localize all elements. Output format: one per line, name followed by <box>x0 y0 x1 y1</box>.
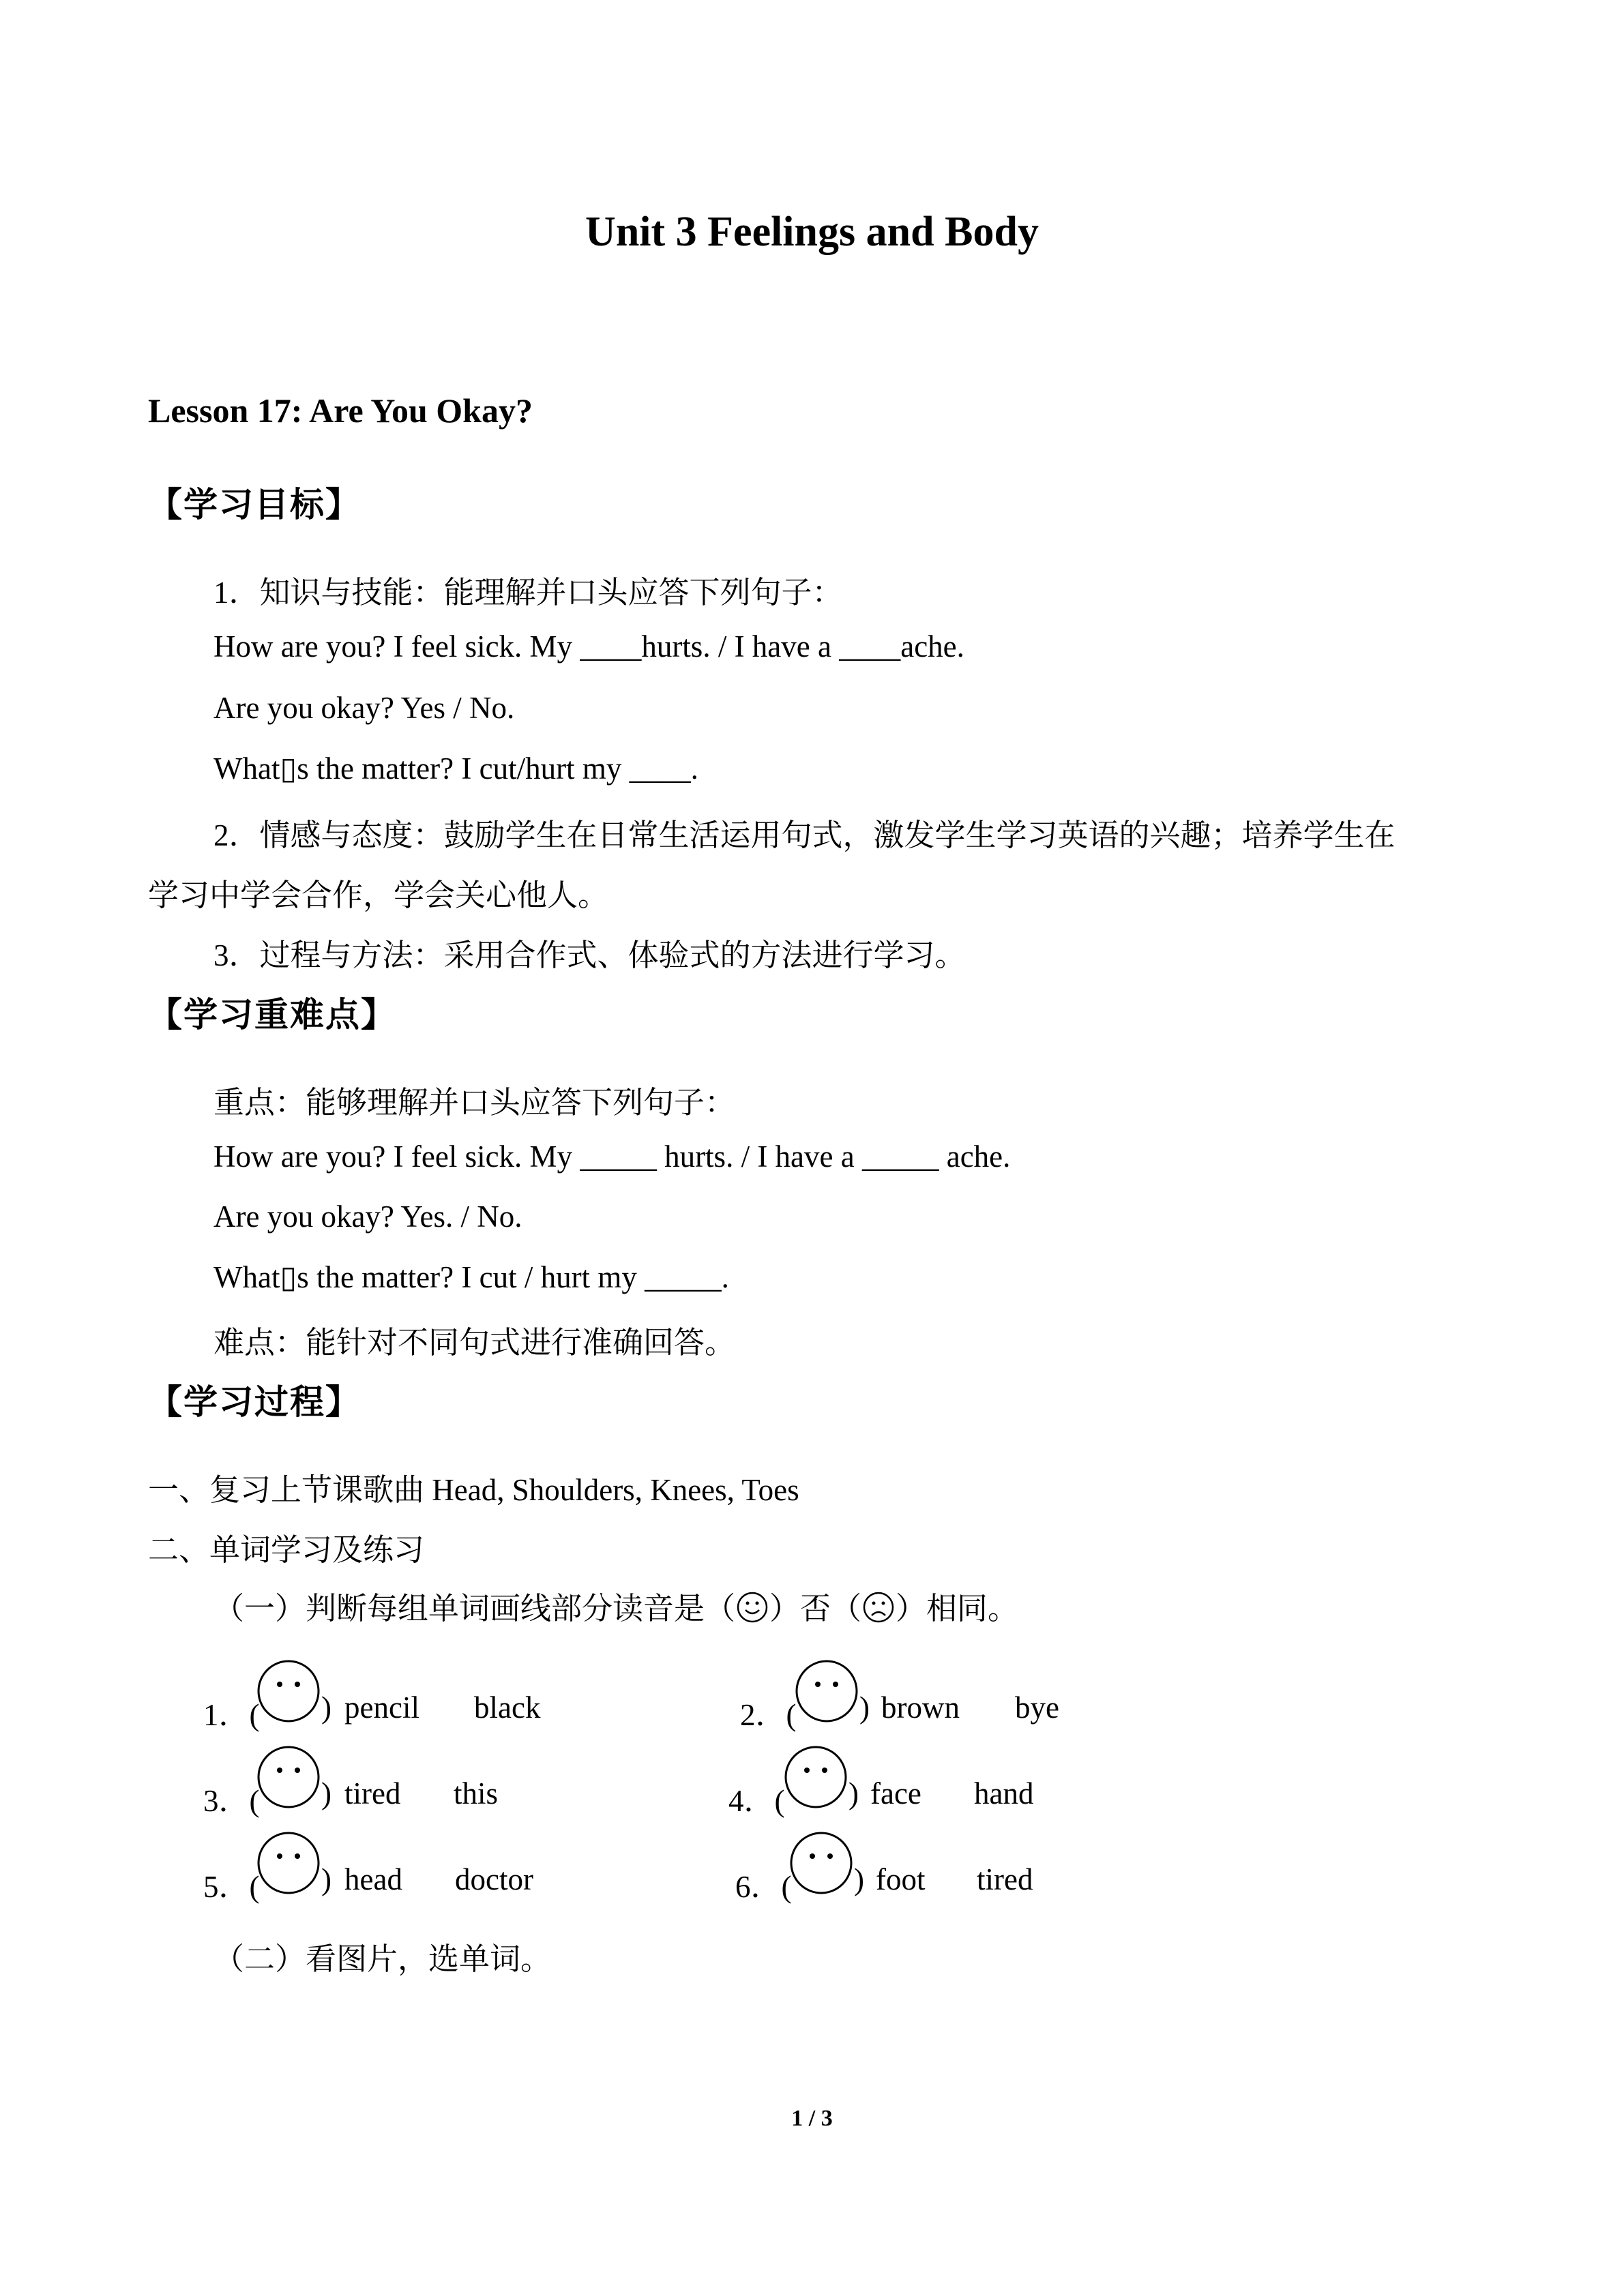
exercise-number: 6．( <box>735 1870 792 1904</box>
blank-face-icon[interactable] <box>254 1657 319 1722</box>
exercise-number: 2．( <box>740 1698 797 1732</box>
exercise-word-1: pencil <box>344 1690 419 1725</box>
smile-face-icon <box>735 1590 769 1624</box>
process-part1 <box>213 1583 1018 1628</box>
exercise-number: 3．( <box>203 1784 260 1818</box>
part1-text-c: ）相同。 <box>896 1592 1019 1626</box>
key-points-sentence2: Are you okay? Yes. / No. <box>213 1199 522 1234</box>
exercise-word-1: tired <box>344 1776 401 1810</box>
exercise-word-2: doctor <box>455 1862 533 1896</box>
goals-sentence3: What▯s the matter? I cut/hurt my ____. <box>213 751 698 786</box>
lesson-heading: Lesson 17: Are You Okay? <box>148 391 533 430</box>
key-points-focus: 重点：能够理解并口头应答下列句子： <box>213 1086 736 1120</box>
key-points-difficulty: 难点：能针对不同句式进行准确回答。 <box>213 1326 736 1360</box>
page-title: Unit 3 Feelings and Body <box>585 209 1039 255</box>
part1-text-a: （一）判断每组单词画线部分读音是（ <box>213 1592 736 1626</box>
exercise-word-2: tired <box>977 1862 1033 1896</box>
part1-text-b: ）否（ <box>769 1592 862 1626</box>
section-key-points: 【学习重难点】 <box>148 996 396 1034</box>
goals-item2-line2: 学习中学会合作，学会关心他人。 <box>148 878 609 912</box>
page-number: 1 / 3 <box>791 2106 833 2131</box>
process-step1: 一、复习上节课歌曲 Head, Shoulders, Knees, Toes <box>148 1473 799 1507</box>
exercise-word-1: brown <box>881 1690 960 1725</box>
exercise-word-2: black <box>474 1690 541 1725</box>
exercise-number: 4．( <box>728 1784 785 1818</box>
key-points-sentence1: How are you? I feel sick. My _____ hurts. / I have a _____ ache. <box>213 1139 1011 1174</box>
exercise-word-1: head <box>344 1862 402 1896</box>
process-part2: （二）看图片，选单词。 <box>213 1942 552 1976</box>
blank-face-icon[interactable] <box>782 1743 846 1808</box>
exercise-close-paren: ) <box>321 1862 331 1896</box>
goals-item3: 3．过程与方法：采用合作式、体验式的方法进行学习。 <box>213 938 966 972</box>
blank-face-icon[interactable] <box>254 1829 319 1894</box>
exercise-word-2: bye <box>1015 1690 1059 1725</box>
goals-item2-line1: 2．情感与态度：鼓励学生在日常生活运用句式，激发学生学习英语的兴趣；培养学生在 <box>213 818 1396 852</box>
goals-sentence1: How are you? I feel sick. My ____hurts. / I have a ____ache. <box>213 629 964 664</box>
key-points-sentence3: What▯s the matter? I cut / hurt my _____. <box>213 1260 729 1294</box>
exercise-word-1: face <box>870 1776 921 1810</box>
exercise-close-paren: ) <box>321 1690 331 1725</box>
exercise-close-paren: ) <box>859 1690 870 1725</box>
process-step2: 二、单词学习及练习 <box>148 1533 425 1567</box>
blank-face-icon[interactable] <box>793 1657 857 1722</box>
goals-sentence2: Are you okay? Yes / No. <box>213 691 515 725</box>
exercise-word-2: hand <box>974 1776 1034 1810</box>
exercise-number: 1．( <box>203 1698 260 1732</box>
exercise-close-paren: ) <box>854 1862 864 1896</box>
section-process: 【学习过程】 <box>148 1383 361 1421</box>
blank-face-icon[interactable] <box>254 1743 319 1808</box>
exercise-close-paren: ) <box>848 1776 859 1810</box>
sad-face-icon <box>861 1590 896 1624</box>
section-goals: 【学习目标】 <box>148 486 361 524</box>
exercise-number: 5．( <box>203 1870 260 1904</box>
exercise-close-paren: ) <box>321 1776 331 1810</box>
exercise-word-2: this <box>454 1776 499 1810</box>
exercise-word-1: foot <box>876 1862 926 1896</box>
goals-item1: 1．知识与技能：能理解并口头应答下列句子： <box>213 576 843 610</box>
blank-face-icon[interactable] <box>787 1829 852 1894</box>
